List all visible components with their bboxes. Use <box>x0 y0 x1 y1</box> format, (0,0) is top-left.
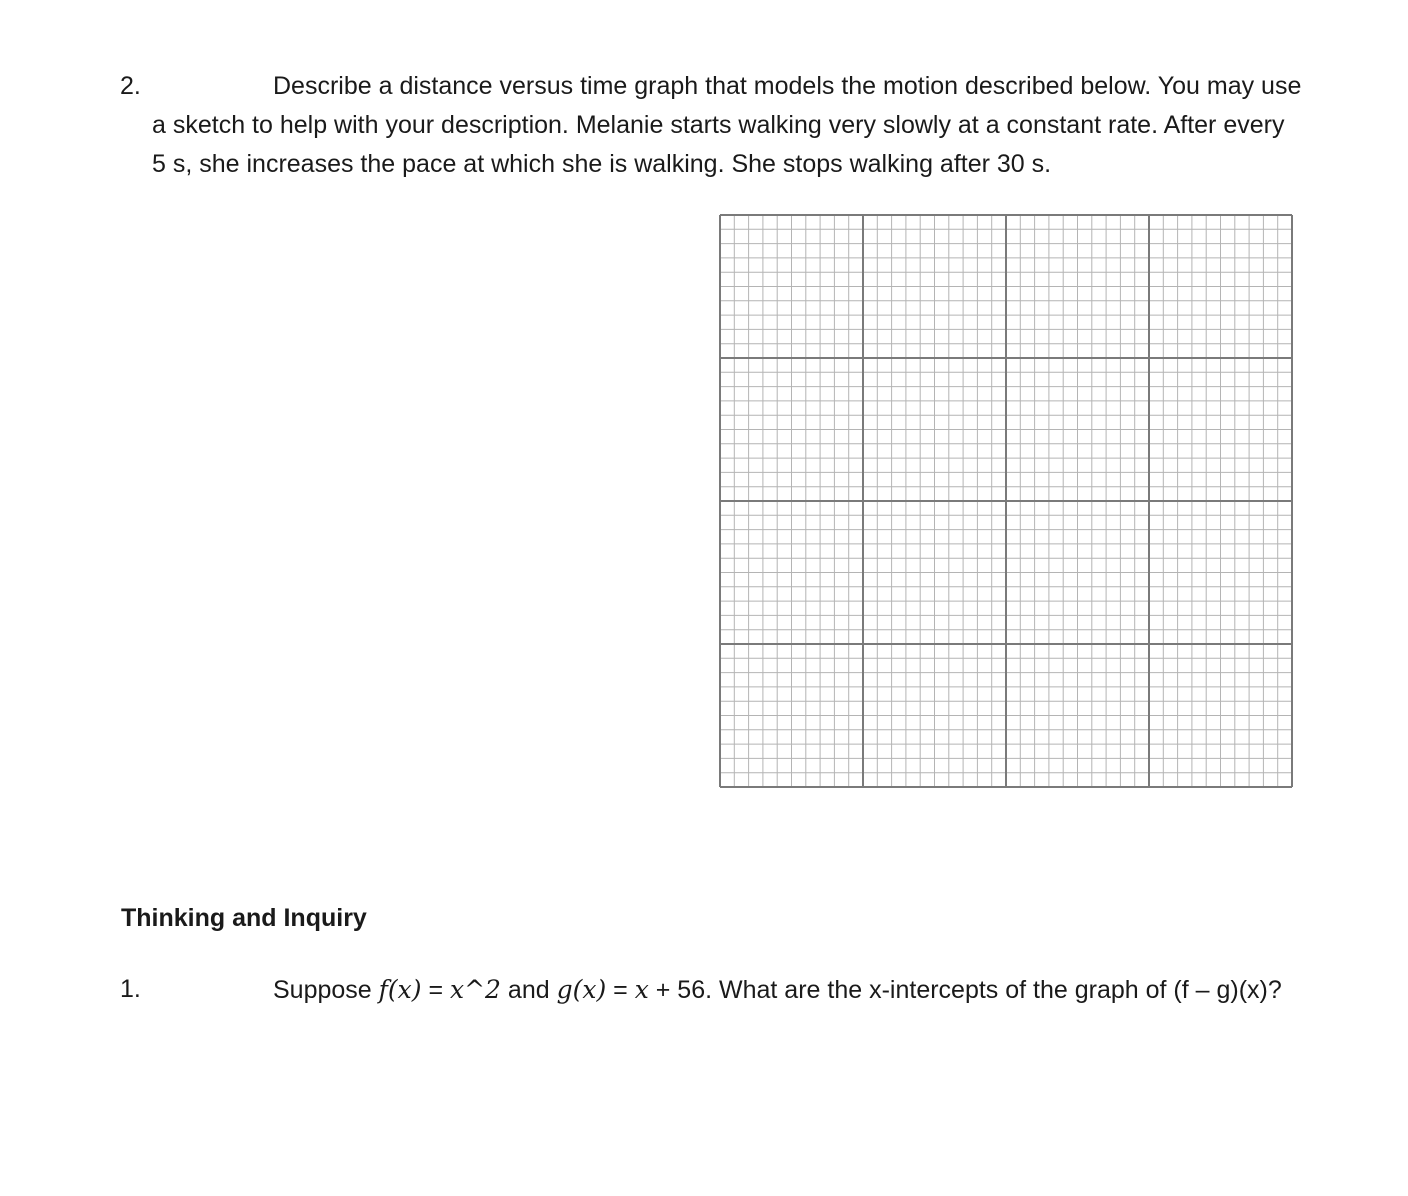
graph-paper <box>718 213 1294 789</box>
question-2-number: 2. <box>120 72 141 100</box>
equals-sign-2: = <box>606 976 635 1004</box>
graph-paper-grid <box>718 213 1294 789</box>
function-g-variable: x <box>634 975 649 1004</box>
question-1-text <box>152 970 1312 1010</box>
function-f-expression: x^2 <box>450 975 501 1004</box>
section-heading: Thinking and Inquiry <box>121 904 367 932</box>
question-1-tail: . What are the x-intercepts of the graph of (f – g)(x)? <box>705 976 1282 1004</box>
function-f-arg: (x) <box>387 975 422 1004</box>
question-1-conjunction: and <box>500 976 557 1004</box>
equals-sign-1: = <box>421 976 451 1004</box>
function-g-arg: (x) <box>572 975 607 1004</box>
function-f <box>379 975 422 1004</box>
question-1-number: 1. <box>120 975 141 1003</box>
function-g-name: g <box>556 975 573 1004</box>
question-2-text: Describe a distance versus time graph that models the motion described below. You may use a sketch to help with your description. Melanie starts walking very slowly at a constant rate. After every 5 s, she increases the pace at which she is walking. She stops walking after 30 s. <box>152 72 1302 178</box>
function-g <box>557 975 607 1004</box>
function-g-constant: + 56 <box>648 976 706 1004</box>
function-f-name: f <box>378 975 388 1004</box>
question-1-lead: Suppose <box>273 976 379 1004</box>
